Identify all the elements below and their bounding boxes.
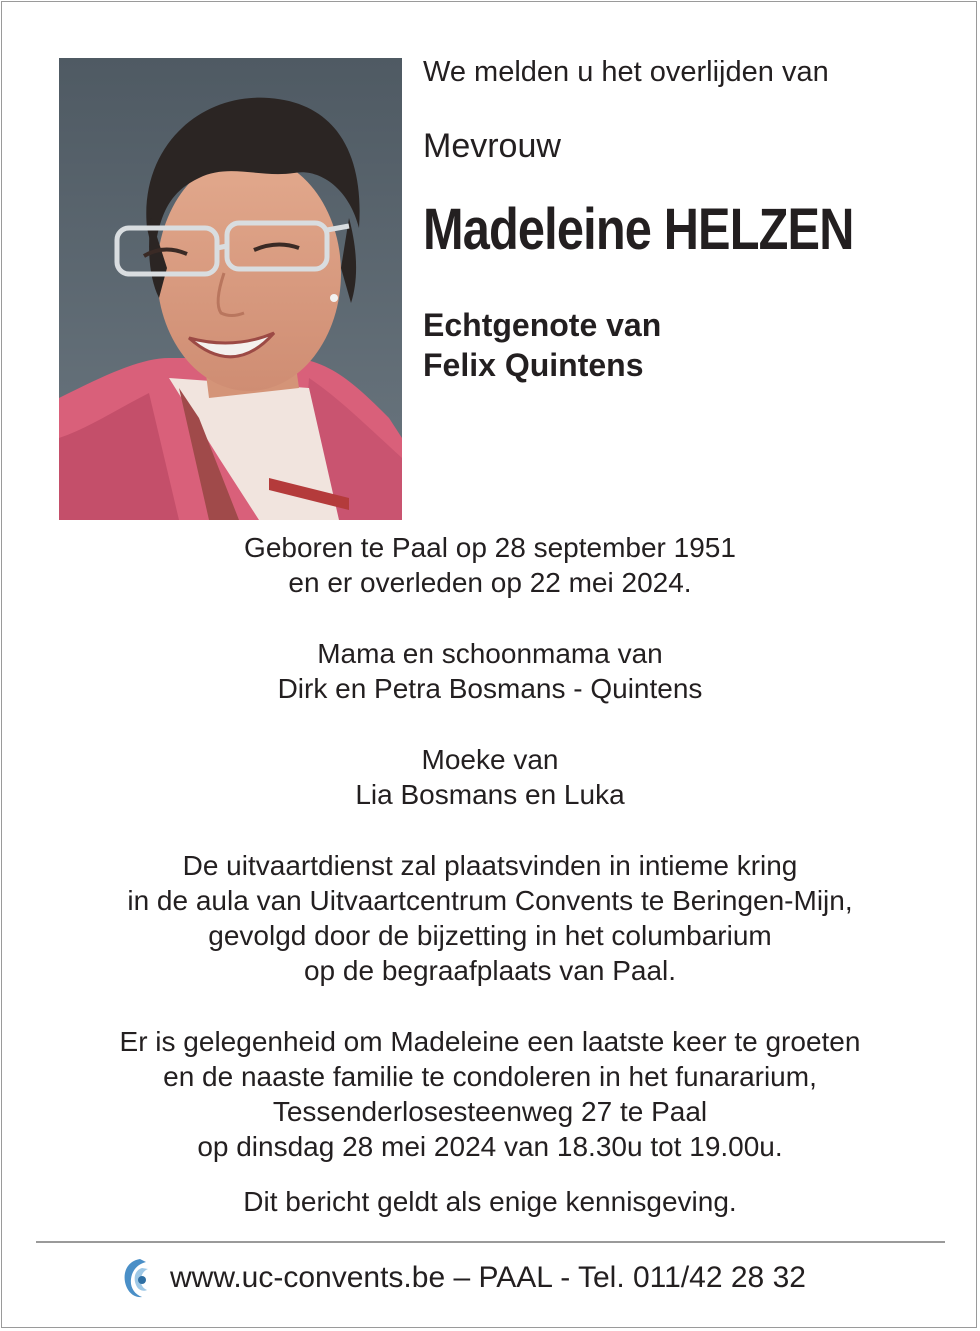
spouse-relation: Echtgenote van xyxy=(423,307,662,343)
portrait-photo xyxy=(59,58,402,520)
service-line: in de aula van Uitvaartcentrum Convents te Beringen-Mijn, xyxy=(127,885,853,916)
honorific: Mevrouw xyxy=(423,127,561,165)
birth-line: Geboren te Paal op 28 september 1951 xyxy=(244,532,736,563)
service-line: op de begraafplaats van Paal. xyxy=(303,955,677,986)
service-line: De uitvaartdienst zal plaatsvinden in intieme kring xyxy=(182,850,798,881)
service-block xyxy=(40,848,940,988)
deceased-name: Madeleine HELZEN xyxy=(423,197,854,262)
visitation-block xyxy=(40,1024,940,1164)
spouse-block xyxy=(423,305,661,385)
funeral-home-logo-icon xyxy=(120,1256,152,1300)
visitation-line: Er is gelegenheid om Madeleine een laatste keer te groeten xyxy=(119,1026,861,1057)
grandchildren-names: Lia Bosmans en Luka xyxy=(355,779,625,810)
visitation-line: Tessenderlosesteenweg 27 te Paal xyxy=(272,1096,708,1127)
footer xyxy=(120,1256,920,1300)
grandchildren-label: Moeke van xyxy=(421,744,559,775)
visitation-line: op dinsdag 28 mei 2024 van 18.30u tot 19.00u. xyxy=(197,1131,783,1162)
children-names: Dirk en Petra Bosmans - Quintens xyxy=(277,673,703,704)
closing-line: Dit bericht geldt als enige kennisgeving. xyxy=(243,1186,737,1217)
intro-text: We melden u het overlijden van xyxy=(423,56,829,88)
service-line: gevolgd door de bijzetting in het columbarium xyxy=(208,920,772,951)
grandchildren-block xyxy=(40,742,940,812)
visitation-line: en de naaste familie te condoleren in het funararium, xyxy=(163,1061,817,1092)
children-label: Mama en schoonmama van xyxy=(317,638,663,669)
spouse-name: Felix Quintens xyxy=(423,347,644,383)
birth-block xyxy=(40,530,940,600)
death-line: en er overleden op 22 mei 2024. xyxy=(288,567,692,598)
footer-divider xyxy=(36,1241,945,1243)
notice-body xyxy=(40,530,940,1219)
footer-contact[interactable]: www.uc-convents.be – PAAL - Tel. 011/42 28 32 xyxy=(170,1261,806,1294)
children-block xyxy=(40,636,940,706)
